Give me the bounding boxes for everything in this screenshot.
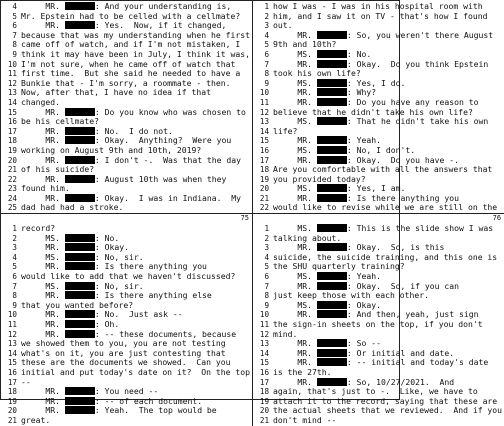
line-text-pre: MR. — [273, 357, 317, 368]
line-text-post: : -- initial and today's date — [346, 357, 489, 368]
redaction-block — [65, 310, 95, 318]
redaction-block — [317, 194, 347, 202]
line-text-pre: great. — [21, 414, 51, 425]
line-text-post: : And then, yeah, just sign — [346, 309, 479, 320]
transcript-line — [3, 416, 250, 426]
line-text-pre: life? — [273, 125, 298, 136]
line-text-pre: these are the documents we showed. Can you — [21, 357, 231, 368]
line-number: 11 — [7, 69, 17, 79]
line-number: 8 — [12, 40, 17, 50]
line-text-pre: MR. — [21, 154, 65, 165]
line-number: 8 — [264, 291, 270, 301]
line-text-pre: MR. — [273, 135, 317, 146]
transcript-lines — [3, 2, 250, 213]
line-number: 6 — [12, 272, 17, 282]
redaction-block — [317, 136, 347, 144]
redaction-block — [65, 243, 95, 251]
redaction-block — [65, 262, 95, 270]
redaction-block — [317, 156, 347, 164]
line-text-post: : Yeah. — [346, 271, 382, 282]
line-number: 21 — [7, 165, 17, 175]
line-text-post: : Yeah. — [346, 135, 382, 146]
line-number: 1 — [264, 224, 270, 234]
line-text-pre: MS. — [273, 271, 317, 282]
line-number: 17 — [7, 377, 17, 387]
line-number: 24 — [7, 193, 17, 203]
line-text — [273, 12, 487, 22]
line-text-pre: working on August 9th and 10th, 2019? — [21, 144, 202, 155]
line-text-post: : Okay. — [94, 242, 129, 253]
line-number: 18 — [259, 387, 270, 397]
line-number: 9 — [264, 300, 270, 310]
line-number: 4 — [12, 252, 17, 262]
line-text-pre: believe that he didn't take his own life? — [273, 106, 473, 117]
line-text — [273, 203, 497, 213]
line-number: 3 — [264, 243, 270, 253]
line-text-pre: MR. — [273, 338, 317, 349]
line-text-pre: MR. — [21, 290, 65, 301]
line-number: 2 — [264, 11, 270, 21]
line-text-pre: came off of watch, and if I'm not mistaken, I — [21, 39, 241, 50]
line-text-pre: suicide, the suicide training, and this one is — [273, 251, 498, 262]
line-text-pre: MR. — [21, 386, 65, 397]
line-number: 12 — [259, 329, 270, 339]
line-text-post: : Yes, I do. — [346, 77, 406, 88]
line-text-pre: MR. — [21, 20, 65, 31]
line-number: 5 — [12, 11, 17, 21]
line-text-pre: is the 27th. — [273, 366, 332, 377]
line-text-post: : Okay. Do you think Epstein — [346, 58, 489, 69]
line-number: 1 — [264, 2, 270, 11]
redaction-block — [65, 387, 95, 395]
line-text-pre: the SHU quarterly training? — [273, 261, 405, 272]
line-text-pre: him, and I saw it on TV - that's how I found — [273, 10, 488, 21]
line-number: 14 — [259, 126, 270, 136]
line-number: 2 — [264, 233, 270, 243]
line-number: 23 — [7, 184, 17, 194]
line-number: 8 — [12, 291, 17, 301]
line-number: 18 — [7, 136, 17, 146]
line-text-pre: MR. — [273, 309, 317, 320]
line-text-pre: MR. — [21, 395, 65, 406]
line-number: 6 — [264, 272, 270, 282]
line-number: 17 — [7, 126, 17, 136]
redaction-block — [65, 320, 95, 328]
line-text-post: : -- of each document. — [94, 395, 203, 406]
line-text-post: : Okay. Anything? Were you — [94, 135, 232, 146]
line-number: 1 — [12, 224, 17, 234]
line-text-pre: MS. — [273, 223, 317, 234]
redaction-block — [65, 291, 95, 299]
redaction-block — [317, 378, 347, 386]
line-number: 9 — [12, 49, 17, 59]
line-number: 11 — [259, 97, 270, 107]
line-number: 16 — [259, 145, 270, 155]
line-number: 16 — [259, 367, 270, 377]
line-text-pre: MR. — [21, 309, 65, 320]
line-text-post: : Is there anything you — [346, 192, 459, 203]
line-text-pre: talking about. — [273, 232, 342, 243]
redaction-block — [317, 339, 347, 347]
redaction-block — [65, 2, 95, 10]
line-number: 7 — [12, 281, 17, 291]
line-number: 4 — [264, 30, 270, 40]
line-text-post: : No. Just ask -- — [94, 309, 183, 320]
line-text-pre: MS. — [273, 144, 317, 155]
line-number: 11 — [259, 320, 270, 329]
line-number: 14 — [7, 348, 17, 358]
line-text-post: : Do you know who was chosen to — [94, 106, 246, 117]
line-text-pre: Bunkie that - I'm sorry, a roommate - then. — [21, 77, 231, 88]
redaction-block — [317, 301, 347, 309]
line-number: 19 — [259, 174, 270, 184]
redaction-block — [317, 358, 347, 366]
line-text-pre: MR. — [21, 135, 65, 146]
line-number: 15 — [7, 358, 17, 368]
line-number: 7 — [264, 281, 270, 291]
line-text-pre: MR. — [273, 280, 317, 291]
line-number: 21 — [259, 193, 270, 203]
line-text-pre: what's on it, you are just contesting that — [21, 347, 226, 358]
redaction-block — [317, 88, 347, 96]
line-number: 25 — [7, 203, 17, 213]
line-text — [21, 368, 250, 378]
redaction-block — [65, 127, 95, 135]
line-text-pre: would like to add that we haven't discussed? — [21, 271, 236, 282]
line-number: 7 — [264, 59, 270, 69]
redaction-block — [65, 253, 95, 261]
line-text-post: : I don't -. Was that the day — [94, 154, 242, 165]
transcript-line — [3, 368, 250, 378]
redaction-block — [65, 175, 95, 183]
line-text-pre: of his suicide? — [21, 164, 95, 175]
redaction-block — [65, 397, 95, 405]
line-text-post: : Is there anything you — [94, 261, 207, 272]
line-text-pre: MR. — [21, 319, 65, 329]
redaction-block — [317, 79, 347, 87]
line-text-post: : No, I don't. — [346, 144, 416, 155]
redaction-block — [65, 156, 95, 164]
line-number: 19 — [7, 396, 17, 406]
line-text-pre: just keep those with each other. — [273, 290, 429, 301]
line-text-pre: changed. — [21, 96, 60, 107]
line-text-pre: 9th and 10th? — [273, 39, 337, 50]
line-text-pre: MS. — [273, 48, 317, 59]
line-text-pre: that you wanted before? — [21, 299, 134, 310]
line-text-pre: MS. — [273, 77, 317, 88]
transcript-page-4 — [253, 214, 504, 425]
line-number: 13 — [7, 339, 17, 349]
line-number: 11 — [7, 320, 17, 329]
line-text-post: : Oh. — [94, 319, 120, 329]
line-text-pre: would like to revise while we are still on the — [273, 202, 498, 213]
transcript-lines — [255, 224, 502, 425]
line-number: 4 — [264, 252, 270, 262]
line-text-pre: the actual sheets that we reviewed. And if you — [273, 405, 503, 416]
redaction-block — [65, 194, 95, 202]
line-number: 17 — [259, 377, 270, 387]
line-text — [273, 416, 336, 426]
line-number: 20 — [259, 406, 270, 416]
line-text-post: : Yes. Now, if it changed, — [94, 20, 227, 31]
line-number: 20 — [7, 406, 17, 416]
redaction-block — [65, 330, 95, 338]
line-text-post: : You need -- — [94, 386, 159, 397]
line-text-pre: again, that's just to -. Like, we have to — [273, 386, 478, 397]
line-text-pre: record? — [21, 223, 56, 234]
line-text-pre: MR. — [21, 173, 65, 184]
line-text-pre: MR. — [21, 261, 65, 272]
redaction-block — [65, 21, 95, 29]
line-text — [21, 203, 123, 213]
line-text-pre: MS. — [273, 116, 317, 127]
line-number: 10 — [7, 310, 17, 320]
line-text-post: : Okay. So, is this — [346, 242, 445, 253]
redaction-block — [317, 272, 347, 280]
line-number: 17 — [259, 155, 270, 165]
line-text-pre: MS. — [21, 280, 65, 291]
line-text-pre: MS. — [21, 232, 65, 243]
line-text — [273, 117, 488, 127]
line-text-pre: -- — [21, 376, 31, 387]
line-number: 15 — [259, 358, 270, 368]
line-number: 5 — [264, 40, 270, 50]
line-text-pre: MR. — [21, 106, 65, 117]
line-text-pre: Now, after that, I have no idea if that — [21, 87, 212, 98]
line-number: 7 — [12, 30, 17, 40]
line-text — [21, 406, 217, 416]
line-number: 19 — [7, 145, 17, 155]
line-text-pre: we showed them to you, you are not testing — [21, 338, 226, 349]
transcript-lines — [255, 2, 502, 213]
redaction-block — [317, 184, 347, 192]
line-text-pre: MS. — [273, 299, 317, 310]
line-text-pre: MR. — [273, 29, 317, 40]
redaction-block — [317, 282, 347, 290]
line-number: 20 — [7, 155, 17, 165]
line-text-pre: attach it to the record, saying that these are — [273, 395, 498, 406]
line-text-post: : Okay. Do you have -. — [346, 154, 459, 165]
line-number: 16 — [7, 117, 17, 127]
line-text-pre: MR. — [21, 1, 65, 11]
line-number: 6 — [264, 49, 270, 59]
redaction-block — [65, 108, 95, 116]
line-number: 3 — [12, 243, 17, 253]
line-number: 13 — [259, 339, 270, 349]
line-text-post: : So, 10/27/2021. And — [346, 376, 455, 387]
redaction-block — [317, 146, 347, 154]
line-text-post: : Okay. — [346, 299, 382, 310]
line-text — [21, 416, 50, 426]
redaction-block — [317, 224, 347, 232]
line-number: 4 — [12, 2, 17, 11]
transcript-lines — [3, 224, 250, 425]
line-text-pre: mind. — [273, 328, 298, 339]
line-number: 10 — [7, 59, 17, 69]
line-text-pre: think it may have been in July, I think it was, — [21, 48, 251, 59]
line-text-pre: MR. — [21, 405, 65, 416]
line-number: 19 — [259, 396, 270, 406]
redaction-block — [317, 50, 347, 58]
transcript-page-3 — [1, 214, 253, 425]
line-text-pre: you provided today? — [273, 173, 366, 184]
line-number: 12 — [7, 329, 17, 339]
line-number: 10 — [259, 310, 270, 320]
line-number: 13 — [7, 88, 17, 98]
line-text-pre: took his own life? — [273, 68, 361, 79]
line-text-post: : So -- — [346, 338, 382, 349]
line-text-pre: MR. — [21, 192, 65, 203]
redaction-block — [65, 136, 95, 144]
redaction-block — [317, 117, 347, 125]
line-number: 2 — [12, 233, 17, 243]
redaction-block — [317, 60, 347, 68]
line-number: 12 — [259, 107, 270, 117]
line-number: 15 — [7, 107, 17, 117]
line-text-post: : August 10th was when they — [94, 173, 227, 184]
line-text-post: : No, sir. — [94, 280, 144, 291]
redaction-block — [317, 31, 347, 39]
line-text-pre: dad had had a stroke. — [21, 202, 124, 213]
line-number: 22 — [7, 174, 17, 184]
line-number: 9 — [264, 78, 270, 88]
line-number: 12 — [7, 78, 17, 88]
line-text-pre: MR. — [21, 125, 65, 136]
line-number: 21 — [7, 415, 17, 425]
redaction-block — [65, 282, 95, 290]
line-number: 22 — [259, 203, 270, 213]
line-text-post: : Why? — [346, 87, 377, 98]
line-text-post: : This is the slide show I was — [346, 223, 494, 234]
redaction-block — [65, 234, 95, 242]
line-text-post: : -- these documents, because — [94, 328, 237, 339]
line-text-pre: MR. — [273, 154, 317, 165]
line-number: 5 — [264, 262, 270, 272]
line-text-pre: MR. — [273, 192, 317, 203]
line-text — [273, 320, 483, 330]
line-text-pre: MS. — [21, 251, 65, 262]
line-text-pre: MR. — [273, 376, 317, 387]
transcript-line — [255, 416, 502, 426]
line-text-post: : Do you have any reason to — [346, 96, 479, 107]
page-number: 75 — [240, 214, 250, 223]
line-text-post: : And your understanding is, — [94, 1, 232, 11]
line-text-post: : Yeah. The top would be — [94, 405, 217, 416]
transcript-line — [3, 203, 250, 213]
line-text-post: : Okay. So, if you can — [346, 280, 459, 291]
line-text-pre: MR. — [21, 242, 65, 253]
line-text-pre: the sign-in sheets on the top, if you don't — [273, 319, 483, 329]
line-text-pre: MR. — [273, 242, 317, 253]
line-number: 15 — [259, 136, 270, 146]
line-text-post: : So, you weren't there August — [346, 29, 494, 40]
redaction-block — [317, 310, 347, 318]
page-number: 76 — [492, 214, 502, 223]
line-number: 14 — [7, 97, 17, 107]
line-text-pre: initial and put today's date on it? On the top — [21, 366, 251, 377]
line-text-pre: MR. — [273, 58, 317, 69]
line-text-pre: MR. — [273, 96, 317, 107]
line-number: 16 — [7, 367, 17, 377]
line-text-pre: Are you comfortable with all the answers that — [273, 164, 493, 175]
line-number: 20 — [259, 184, 270, 194]
line-text-pre: MR. — [273, 347, 317, 358]
redaction-block — [317, 98, 347, 106]
line-number: 5 — [12, 262, 17, 272]
line-text-pre: MR. — [273, 87, 317, 98]
line-text-pre: found him. — [21, 183, 70, 194]
line-number: 13 — [259, 117, 270, 127]
line-text-pre: don't mind -- — [273, 414, 337, 425]
line-number: 3 — [264, 21, 270, 31]
line-number: 18 — [259, 165, 270, 175]
line-text-post: : No. — [346, 48, 372, 59]
line-number: 9 — [12, 300, 17, 310]
transcript-page-2 — [253, 1, 504, 214]
line-text-pre: Mr. Epstein had to be celled with a cellmate? — [21, 10, 241, 21]
redaction-block — [317, 243, 347, 251]
line-text-pre: MS. — [273, 183, 317, 194]
redaction-block — [65, 406, 95, 414]
transcript-line — [255, 203, 502, 213]
line-number: 6 — [12, 21, 17, 31]
line-number: 14 — [259, 348, 270, 358]
line-number: 8 — [264, 69, 270, 79]
line-number: 18 — [7, 387, 17, 397]
line-text-post: : No. I do not. — [94, 125, 173, 136]
line-text-post: : No, sir. — [94, 251, 144, 262]
line-text-post: : Is there anything else — [94, 290, 212, 301]
line-text-post: : Or initial and date. — [346, 347, 455, 358]
transcript-page-1 — [1, 1, 253, 214]
line-number: 21 — [259, 415, 270, 425]
line-text-pre: be his cellmate? — [21, 116, 99, 127]
line-text-pre: how I was - I was in his hospital room with — [273, 1, 483, 11]
line-text-pre: I'm not sure, when he came off of watch that — [21, 58, 236, 69]
line-text-post: : Okay. I was in Indiana. My — [94, 192, 242, 203]
line-number: 10 — [259, 88, 270, 98]
line-text-post: : Yes, I am. — [346, 183, 406, 194]
line-text-post: : No. — [94, 232, 120, 243]
redaction-block — [317, 349, 347, 357]
line-text-pre: because that was my understanding when he first — [21, 29, 251, 40]
line-text-pre: out. — [273, 20, 293, 31]
line-text-post: : That he didn't take his own — [346, 116, 489, 127]
line-text-pre: MR. — [21, 328, 65, 339]
line-text-pre: first time. But she said he needed to have a — [21, 68, 241, 79]
